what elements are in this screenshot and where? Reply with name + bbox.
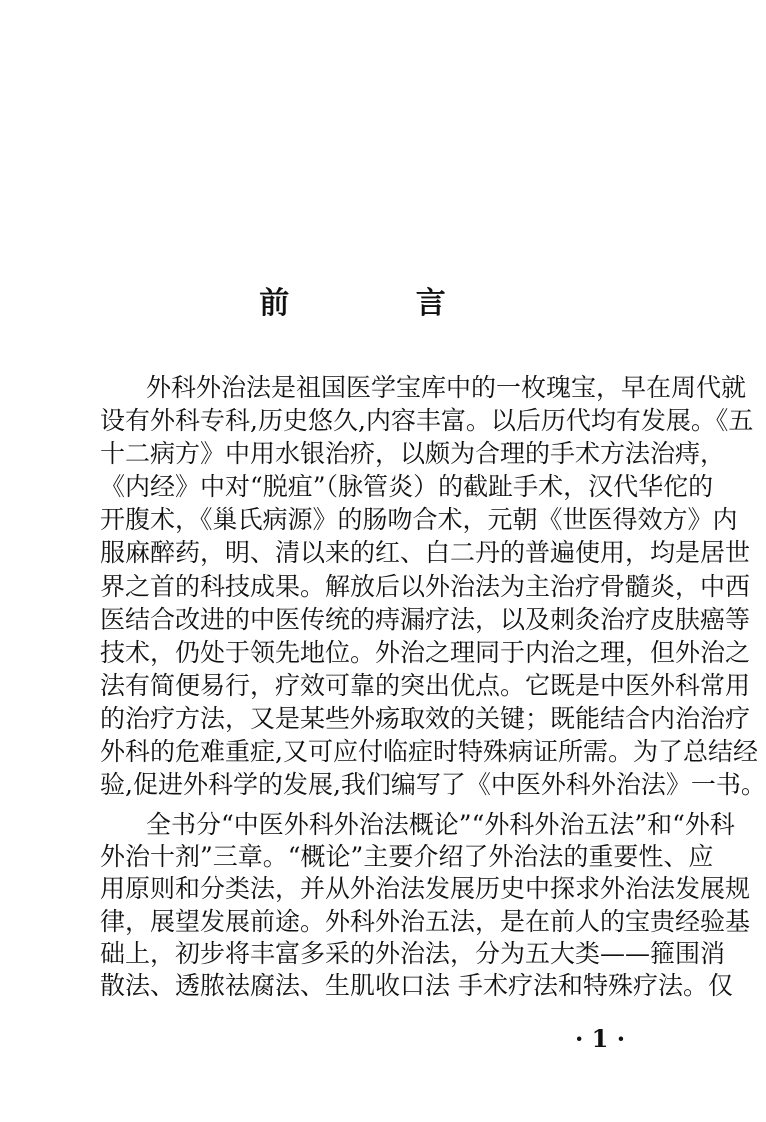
text-line: 散法、透脓祛腐法、生肌收口法 手术疗法和特殊疗法。仅 — [100, 970, 733, 1000]
text-line: 全书分“中医外科外治法概论”“外科外治五法”和“外科 — [146, 810, 735, 839]
text-line: 界之首的科技成果。解放后以外治法为主治疗骨髓炎，中西 — [100, 571, 751, 601]
text-line: 技术，仍处于领先地位。外治之理同于内治之理，但外治之 — [100, 637, 751, 667]
text-line: 服麻醉药，明、清以来的红、白二丹的普遍使用，均是居世 — [100, 538, 751, 568]
paragraph-1 — [100, 371, 766, 801]
text-line: 外科外治法是祖国医学宝库中的一枚瑰宝，早在周代就 — [146, 373, 747, 402]
text-line: 医结合改进的中医传统的痔漏疗法，以及刺灸治疗皮肤癌等 — [100, 604, 751, 634]
text-line: 外治十剂”三章。“概论”主要介绍了外治法的重要性、应 — [100, 842, 714, 872]
page-number: · 1 · — [574, 1024, 626, 1053]
text-line: 法有简便易行，疗效可靠的突出优点。它既是中医外科常用 — [100, 670, 751, 700]
page-title: 前 言 — [259, 286, 504, 321]
text-line: 开腹术，《巢氏病源》的肠吻合术，元朝《世医得效方》内 — [100, 505, 738, 535]
text-line: 用原则和分类法，并从外治法发展历史中探求外治法发展规 — [100, 874, 751, 904]
text-line: 础上，初步将丰富多采的外治法，分为五大类——箍围消 — [100, 938, 726, 968]
text-line: 外科的危难重症,又可应付临症时特殊病证所需。为了总结经 — [100, 737, 758, 767]
text-line: 《内经》中对“脱疽”（脉管炎）的截趾手术，汉代华佗的 — [100, 472, 714, 502]
text-line: 律，展望发展前途。外科外治五法，是在前人的宝贵经验基 — [100, 906, 751, 936]
text-line: 验,促进外科学的发展,我们编写了《中医外科外治法》一书。 — [100, 770, 766, 800]
text-line: 设有外科专科,历史悠久,内容丰富。以后历代均有发展。《五 — [100, 406, 754, 436]
text-line: 的治疗方法，又是某些外疡取效的关键；既能结合内治治疗 — [100, 703, 751, 733]
text-line: 十二病方》中用水银治疥，以颇为合理的手术方法治痔， — [100, 439, 726, 469]
paragraph-2 — [100, 809, 751, 1002]
